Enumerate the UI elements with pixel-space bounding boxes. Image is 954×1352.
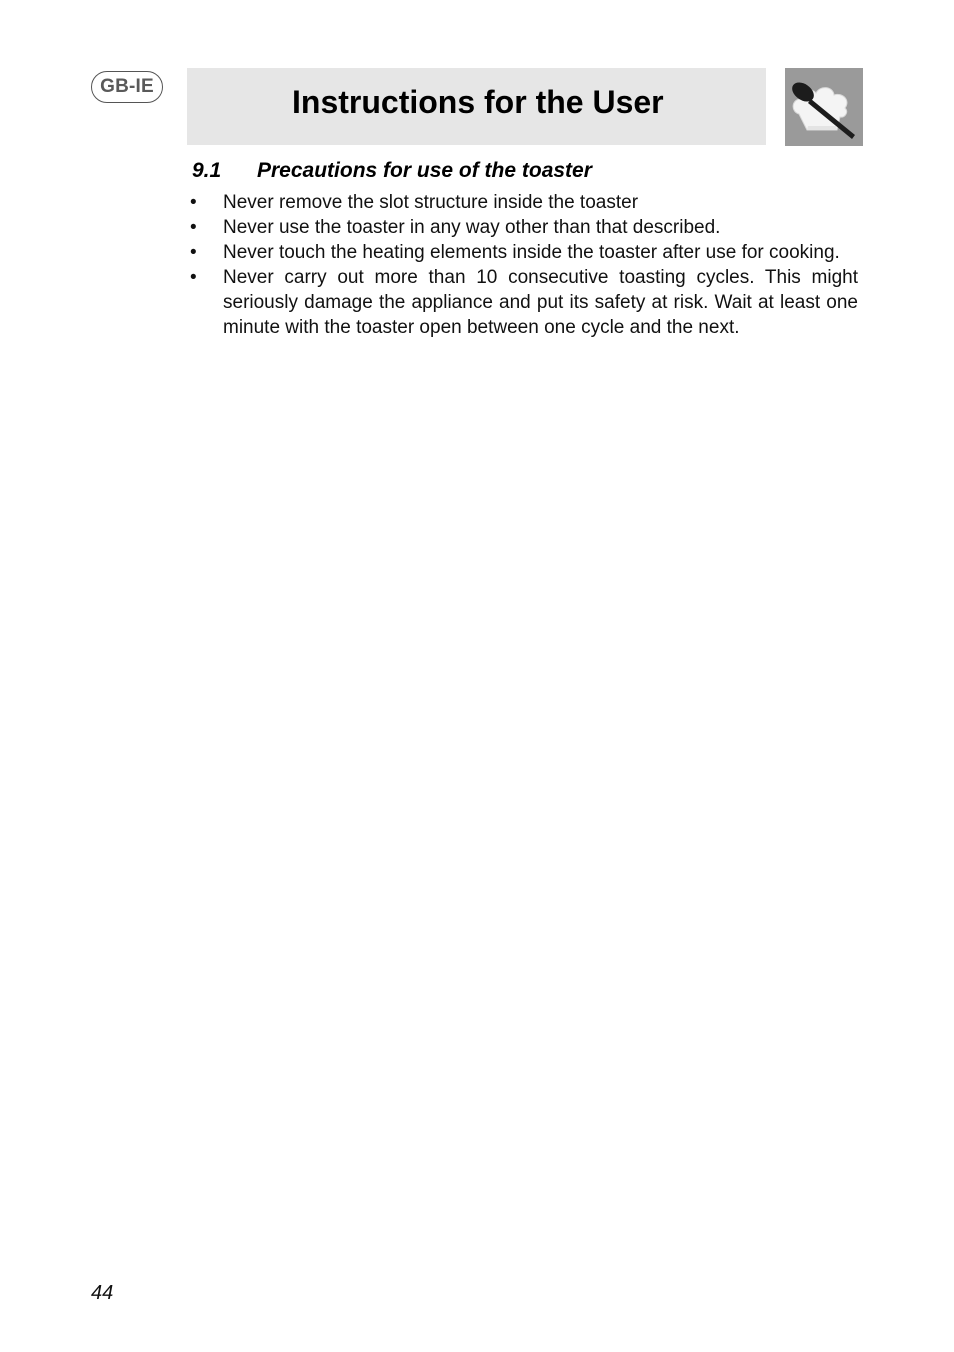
list-item-text: Never touch the heating elements inside the toaster after use for cooking. bbox=[223, 242, 840, 263]
list-item bbox=[190, 215, 858, 240]
page-title: Instructions for the User bbox=[292, 84, 664, 120]
bullet-icon: • bbox=[190, 267, 197, 288]
list-item-text: Never use the toaster in any way other than that described. bbox=[223, 217, 721, 238]
page-number: 44 bbox=[91, 1282, 114, 1304]
language-badge: GB-IE bbox=[91, 71, 163, 103]
bullet-icon: • bbox=[190, 242, 197, 263]
list-item bbox=[190, 190, 858, 215]
list-item bbox=[190, 265, 858, 340]
section-number: 9.1 bbox=[192, 159, 222, 182]
bullet-icon: • bbox=[190, 192, 197, 213]
list-item-text: Never carry out more than 10 consecutive toasting cycles. This might seriously damage the appliance and put its safety at risk. Wait at least one minute with the toaster open between one cycle and the next. bbox=[223, 267, 858, 338]
bullet-icon: • bbox=[190, 217, 197, 238]
chef-hat-spoon-icon bbox=[785, 68, 863, 146]
section-title: Precautions for use of the toaster bbox=[257, 159, 592, 182]
precautions-list bbox=[190, 190, 858, 340]
list-item-text: Never remove the slot structure inside the toaster bbox=[223, 192, 639, 213]
list-item bbox=[190, 240, 858, 265]
section-heading bbox=[192, 158, 592, 184]
header-title-bar bbox=[187, 68, 766, 145]
